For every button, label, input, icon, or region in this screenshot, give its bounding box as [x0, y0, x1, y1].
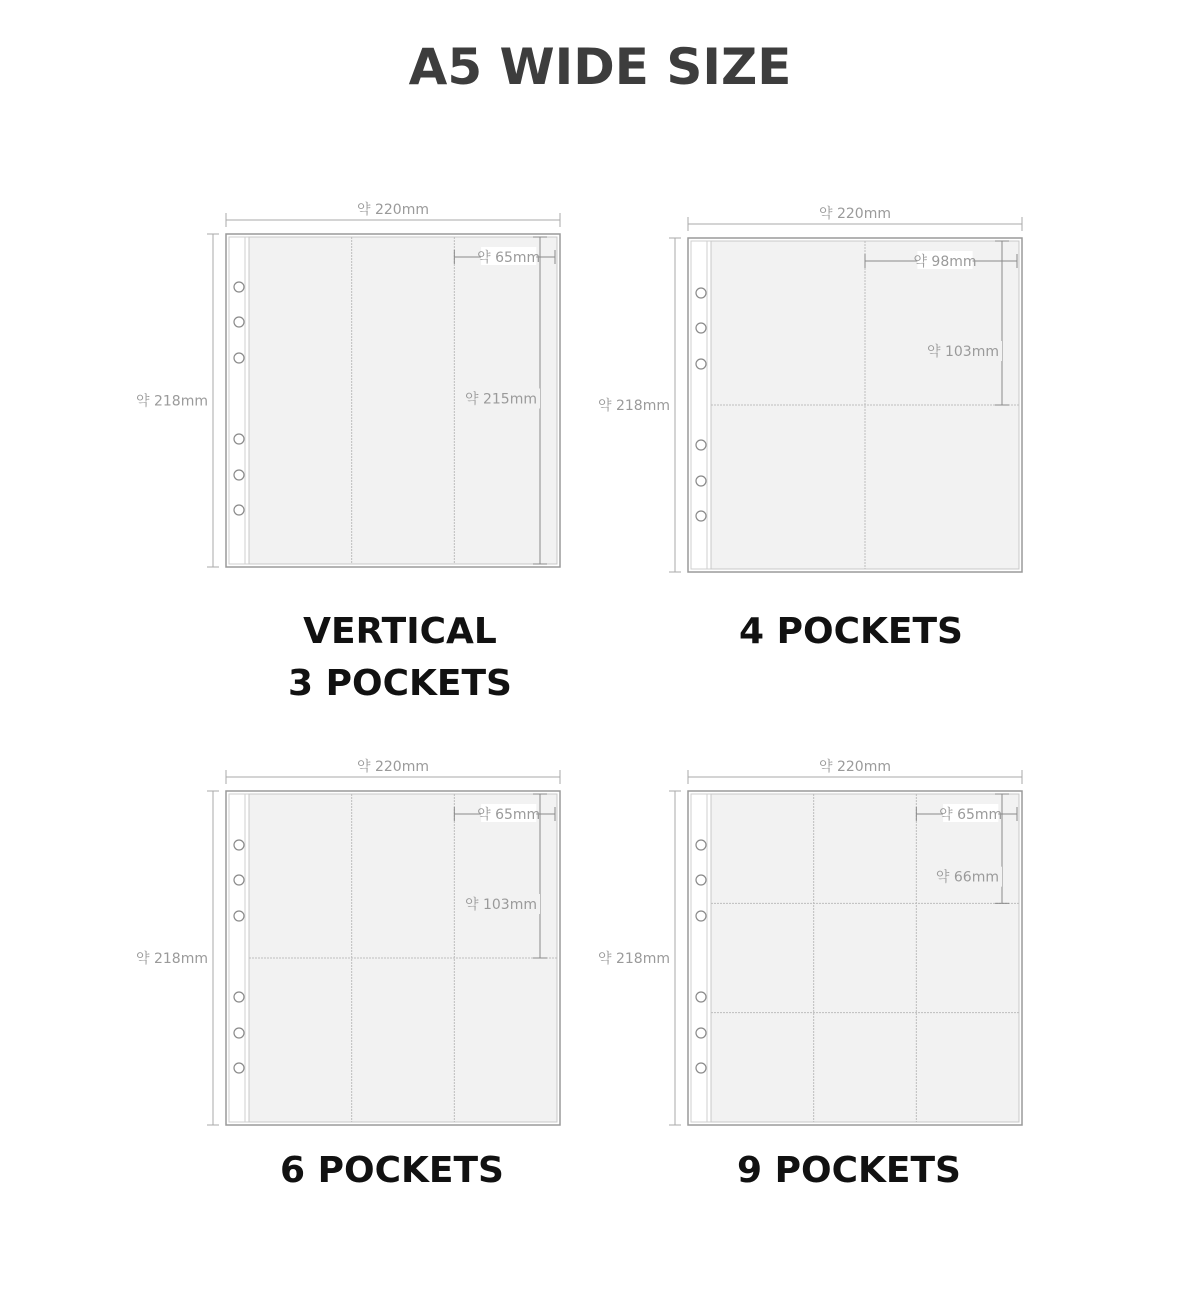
binder-hole-icon [234, 1028, 244, 1038]
binder-hole-icon [234, 505, 244, 515]
binder-hole-icon [234, 317, 244, 327]
pocket-width-label: 약 98mm [913, 254, 977, 270]
width-label: 약 220mm [819, 759, 891, 775]
binder-hole-icon [696, 992, 706, 1002]
binder-sheet-panel-1 [136, 201, 560, 567]
binder-hole-icon [696, 323, 706, 333]
binder-hole-icon [696, 440, 706, 450]
pocket-width-label: 약 65mm [477, 807, 541, 823]
pocket-height-label: 약 66mm [935, 869, 999, 886]
height-label: 약 218mm [598, 951, 670, 967]
binder-hole-icon [234, 434, 244, 444]
pocket-area [711, 794, 1019, 1122]
caption-vertical-3-pockets [200, 606, 600, 710]
width-label: 약 220mm [357, 202, 429, 218]
binder-hole-icon [234, 911, 244, 921]
binder-hole-icon [234, 992, 244, 1002]
width-label: 약 220mm [819, 206, 891, 222]
height-label: 약 218mm [136, 393, 208, 410]
pocket-height-label: 약 215mm [465, 391, 537, 408]
binder-hole-icon [696, 1028, 706, 1038]
pocket-width-label: 약 65mm [939, 807, 1003, 823]
binder-sheet-panel-2 [598, 205, 1022, 572]
height-label: 약 218mm [136, 951, 208, 967]
page-title: A5 WIDE SIZE [408, 38, 792, 96]
caption-line: 3 POCKETS [288, 663, 512, 704]
binder-sheet-panel-3 [136, 758, 560, 1125]
binder-hole-icon [696, 911, 706, 921]
caption-line: 6 POCKETS [280, 1150, 504, 1191]
binder-hole-icon [234, 470, 244, 480]
pocket-width-label: 약 65mm [477, 250, 541, 266]
binder-hole-icon [696, 840, 706, 850]
binder-hole-icon [696, 288, 706, 298]
pocket-height-label: 약 103mm [927, 344, 999, 360]
height-label: 약 218mm [598, 398, 670, 414]
caption-9-pockets [649, 1145, 1049, 1197]
pocket-height-label: 약 103mm [465, 897, 537, 913]
caption-line: 9 POCKETS [737, 1150, 961, 1191]
caption-4-pockets [651, 606, 1051, 658]
binder-hole-icon [696, 875, 706, 885]
binder-sheet-panel-4 [598, 758, 1022, 1125]
binder-hole-icon [696, 1063, 706, 1073]
binder-hole-icon [696, 476, 706, 486]
caption-6-pockets [192, 1145, 592, 1197]
binder-hole-icon [234, 282, 244, 292]
binder-hole-icon [234, 840, 244, 850]
binder-hole-icon [696, 359, 706, 369]
width-label: 약 220mm [357, 759, 429, 775]
binder-hole-icon [234, 353, 244, 363]
caption-line: 4 POCKETS [739, 611, 963, 652]
caption-line: VERTICAL [303, 611, 497, 652]
binder-hole-icon [234, 875, 244, 885]
binder-hole-icon [696, 511, 706, 521]
binder-hole-icon [234, 1063, 244, 1073]
